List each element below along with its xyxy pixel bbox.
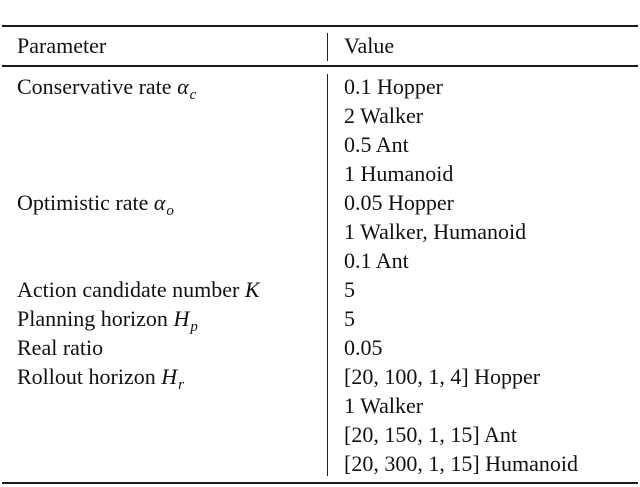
spacer — [17, 217, 260, 246]
value-cell: 0.5 Ant — [344, 132, 409, 157]
param-conservative-rate — [17, 72, 260, 101]
value-cell: [20, 300, 1, 15] Humanoid — [344, 451, 579, 476]
param-subscript: p — [190, 319, 198, 335]
param-label: Rollout horizon — [17, 364, 162, 389]
value-cell: 1 Humanoid — [344, 161, 454, 186]
top-rule — [2, 25, 638, 27]
column-separator-body — [327, 74, 328, 476]
value-cell: 5 — [344, 306, 355, 331]
param-label: Real ratio — [17, 335, 104, 360]
spacer — [17, 159, 260, 188]
column-separator-header — [327, 33, 328, 61]
spacer — [17, 246, 260, 275]
param-subscript: o — [166, 203, 174, 219]
value-cell: 1 Walker, Humanoid — [344, 219, 527, 244]
bottom-rule — [2, 482, 638, 484]
caption-clipped — [0, 0, 640, 4]
param-symbol: α — [153, 190, 166, 215]
param-subscript: r — [178, 377, 184, 393]
param-label: Conservative rate — [17, 74, 178, 99]
param-planning-horizon — [17, 304, 260, 333]
param-label: Optimistic rate — [17, 190, 154, 215]
spacer — [17, 101, 260, 130]
value-cell: 0.05 — [344, 335, 383, 360]
value-cell: 2 Walker — [344, 103, 424, 128]
header-parameter: Parameter — [17, 33, 107, 58]
param-symbol: α — [177, 74, 189, 99]
value-cell: [20, 150, 1, 15] Ant — [344, 422, 517, 447]
param-label: Planning horizon — [17, 306, 174, 331]
value-cell: 1 Walker — [344, 393, 424, 418]
header-value: Value — [344, 33, 395, 58]
value-column — [344, 72, 578, 478]
parameter-column — [17, 72, 260, 391]
value-cell: [20, 100, 1, 4] Hopper — [344, 364, 541, 389]
param-real-ratio — [17, 333, 260, 362]
param-rollout-horizon — [17, 362, 260, 391]
value-cell: 5 — [344, 277, 355, 302]
param-symbol: H — [161, 364, 178, 389]
param-label: Action candidate number — [17, 277, 245, 302]
value-cell: 0.05 Hopper — [344, 190, 454, 215]
param-subscript: c — [189, 87, 197, 103]
header-rule — [2, 65, 638, 67]
value-cell: 0.1 Hopper — [344, 74, 443, 99]
param-symbol: K — [244, 277, 260, 302]
value-cell: 0.1 Ant — [344, 248, 409, 273]
param-optimistic-rate — [17, 188, 260, 217]
spacer — [17, 130, 260, 159]
param-action-candidate-number — [17, 275, 260, 304]
param-symbol: H — [173, 306, 190, 331]
